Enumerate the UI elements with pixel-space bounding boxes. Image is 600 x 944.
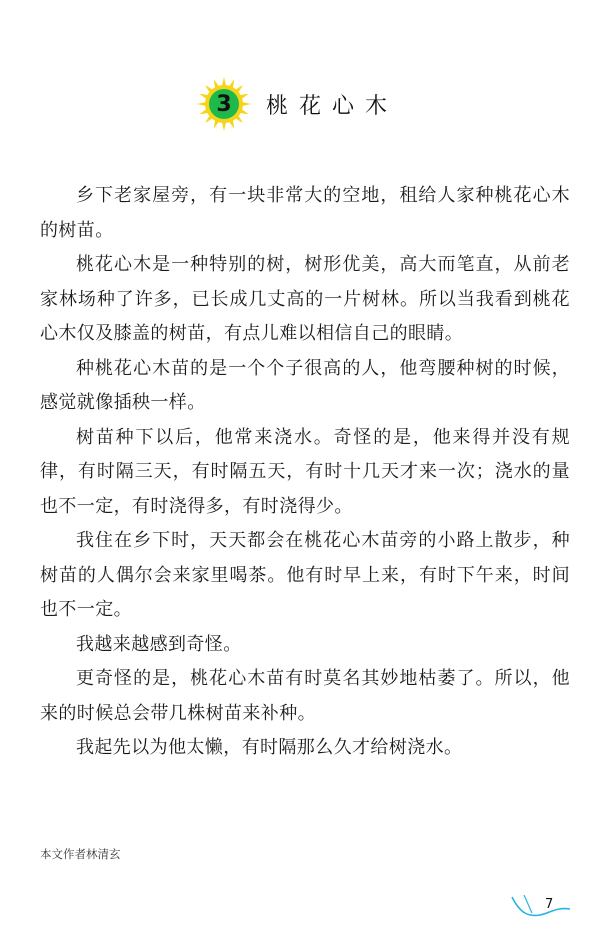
paragraph: 乡下老家屋旁，有一块非常大的空地，租给人家种桃花心木的树苗。 [40, 185, 570, 241]
paragraph: 树苗种下以后，他常来浇水。奇怪的是，他来得并没有规律，有时隔三天，有时隔五天，有时十几天才来一次；浇水的量也不一定，有时浇得多，有时浇得少。 [40, 426, 570, 517]
lesson-header [196, 76, 398, 132]
paragraph: 我住在乡下时，天天都会在桃花心木苗旁的小路上散步，种树苗的人偶尔会来家里喝茶。他有时早上来，有时下午来，时间也不一定。 [40, 530, 570, 620]
lesson-body [40, 179, 570, 766]
page-number: 7 [545, 897, 554, 912]
paragraph: 更奇怪的是，桃花心木苗有时莫名其妙地枯萎了。所以，他来的时候总会带几株树苗来补种。 [40, 668, 570, 724]
lesson-number: 3 [216, 91, 232, 117]
paragraph: 我越来越感到奇怪。 [76, 633, 242, 655]
lesson-badge [196, 76, 252, 132]
paragraph: 桃花心木是一种特别的树，树形优美，高大而笔直，从前老家林场种了许多，已长成几丈高的一片树林。所以当我看到桃花心木仅及膝盖的树苗，有点儿难以相信自己的眼睛。 [40, 254, 570, 344]
author-note: 本文作者林清玄 [40, 847, 121, 861]
lesson-title: 桃花心木 [266, 93, 399, 119]
paragraph: 我起先以为他太懒，有时隔那么久才给树浇水。 [76, 737, 463, 758]
paragraph: 种桃花心木苗的是一个个子很高的人，他弯腰种树的时候，感觉就像插秧一样。 [40, 357, 570, 413]
